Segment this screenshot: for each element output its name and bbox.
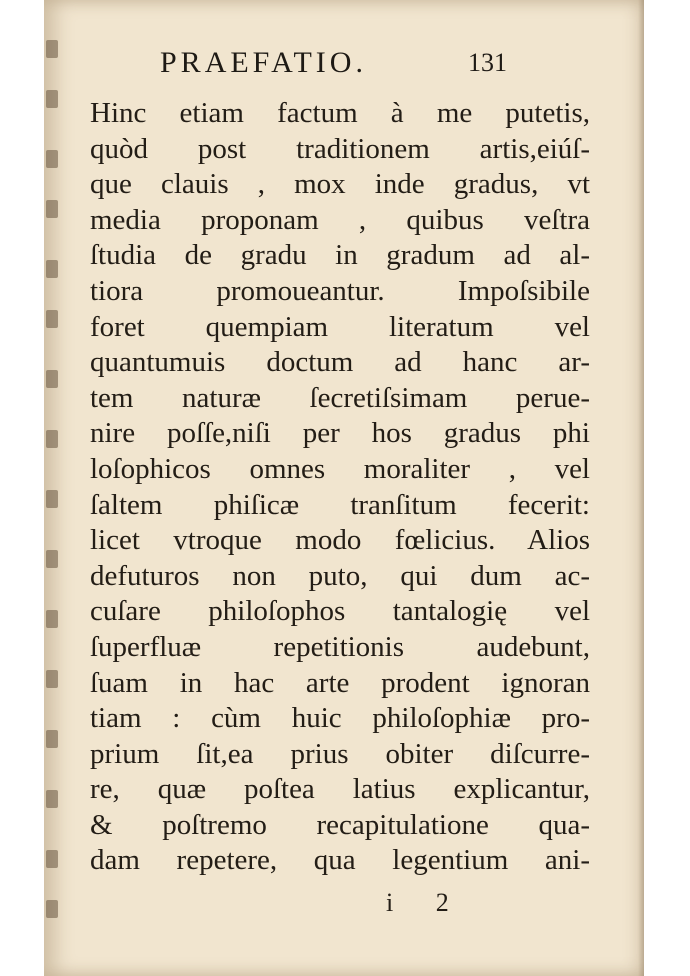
page-number: 131 <box>468 48 507 77</box>
text-line: tiora promoueantur. Impoſsibile <box>90 274 590 307</box>
running-title: PRAEFATIO. <box>160 46 367 79</box>
text-line: ſtudia de gradu in gradum ad al- <box>90 239 590 272</box>
text-line: defuturos non puto, qui dum ac- <box>90 559 590 592</box>
text-line: & poſtremo recapitulatione qua- <box>90 808 590 841</box>
text-line: licet vtroque modo fœlicius. Alios <box>90 524 590 557</box>
page-edge-shadow <box>638 0 644 976</box>
text-line: tem naturæ ſecretiſsimam perue- <box>90 381 590 414</box>
text-line: prium ſit,ea prius obiter diſcurre- <box>90 737 590 770</box>
body-text <box>90 96 590 879</box>
text-line: ſaltem phiſicæ tranſitum fecerit: <box>90 488 590 521</box>
text-line: ſuperfluæ repetitionis audebunt, <box>90 630 590 663</box>
page-header <box>44 46 644 86</box>
show-through-text <box>44 30 62 930</box>
text-line: quòd post traditionem artis,eiúſ- <box>90 132 590 165</box>
text-line: tiam : cùm huic philoſophiæ pro- <box>90 702 590 735</box>
text-line: dam repetere, qua legentium ani- <box>90 844 590 877</box>
book-page <box>44 0 644 976</box>
text-line: cuſare philoſophos tantalogię vel <box>90 595 590 628</box>
text-line: loſophicos omnes moraliter , vel <box>90 452 590 485</box>
text-line: re, quæ poſtea latius explicantur, <box>90 773 590 806</box>
text-line: Hinc etiam factum à me putetis, <box>90 97 590 129</box>
signature-mark: i 2 <box>386 888 467 917</box>
text-line: foret quempiam literatum vel <box>90 310 590 343</box>
text-line: ſuam in hac arte prodent ignoran <box>90 666 590 699</box>
text-line: quantumuis doctum ad hanc ar- <box>90 346 590 379</box>
text-line: media proponam , quibus veſtra <box>90 203 590 236</box>
text-line: nire poſſe,niſi per hos gradus phi <box>90 417 590 450</box>
text-line: que clauis , mox inde gradus, vt <box>90 168 590 201</box>
